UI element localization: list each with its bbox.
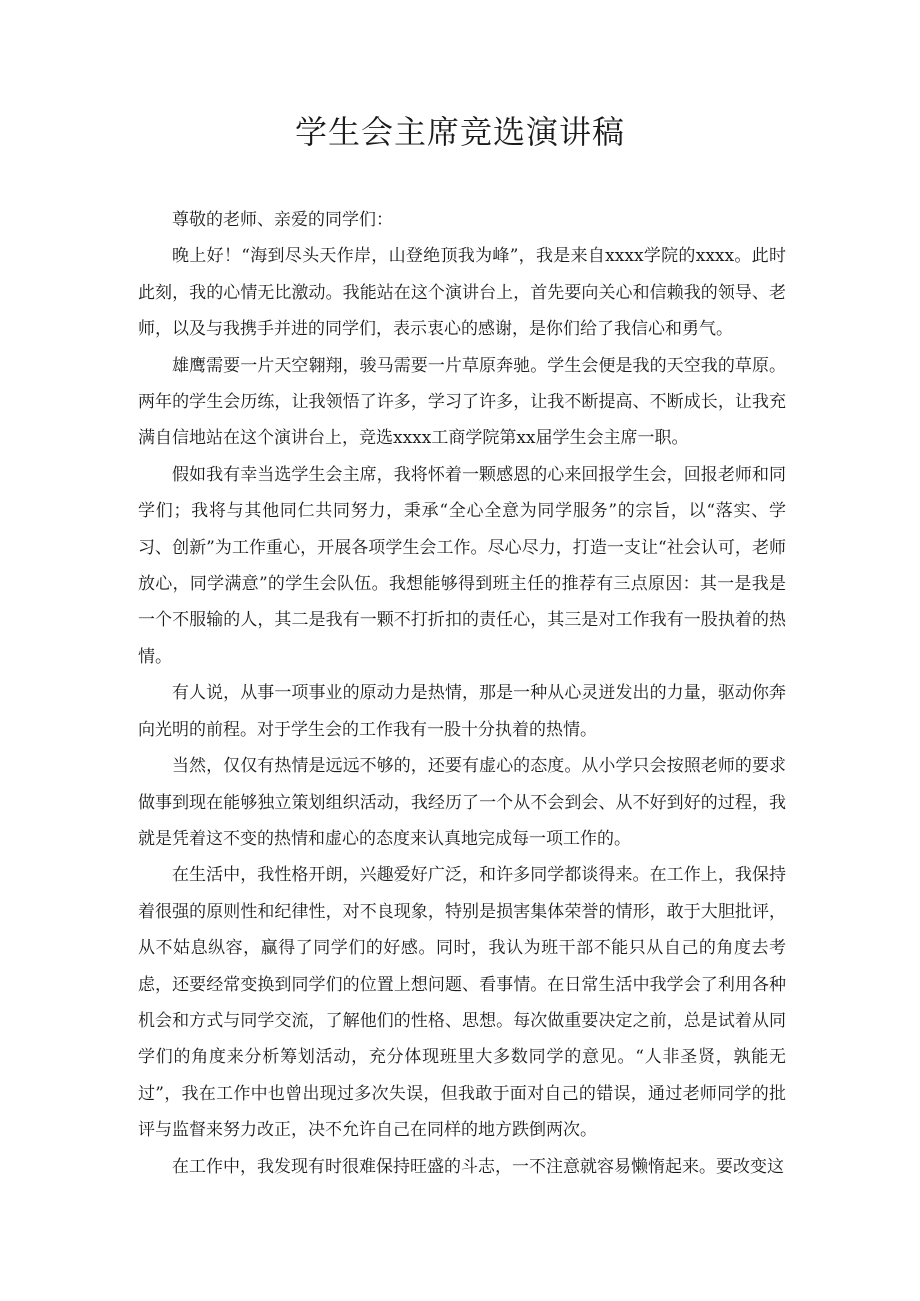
body-paragraph: 有人说，从事一项事业的原动力是热情，那是一种从心灵迸发出的力量，驱动你奔向光明的前程。对于学生会的工作我有一股十分执着的热情。 — [138, 683, 786, 740]
document-title: 学生会主席竞选演讲稿 — [294, 113, 625, 151]
body-paragraph: 假如我有幸当选学生会主席，我将怀着一颗感恩的心来回报学生会，回报老师和同学们；我将与其他同仁共同努力，秉承“全心全意为同学服务”的宗旨，以“落实、学习、创新”为工作重心，开展各项学生会工作。尽心尽力，打造一支让“社会认可，老师放心，同学满意”的学生会队伍。我想能够得到班主任的推荐有三点原因：其一是我是一个不服输的人，其二是我有一颗不打折扣的责任心，其三是对工作我有一股执着的热情。 — [138, 464, 786, 667]
document-body — [138, 202, 786, 1185]
body-paragraph: 当然，仅仅有热情是远远不够的，还要有虚心的态度。从小学只会按照老师的要求做事到现在能够独立策划组织活动，我经历了一个从不会到会、从不好到好的过程，我就是凭着这不变的热情和虚心的态度来认真地完成每一项工作的。 — [138, 756, 786, 849]
body-paragraph: 在生活中，我性格开朗，兴趣爱好广泛，和许多同学都谈得来。在工作上，我保持着很强的原则性和纪律性，对不良现象，特别是损害集体荣誉的情形，敢于大胆批评，从不姑息纵容，赢得了同学们的好感。同时，我认为班干部不能只从自己的角度去考虑，还要经常变换到同学们的位置上想问题、看事情。在日常生活中我学会了利用各种机会和方式与同学交流，了解他们的性格、思想。每次做重要决定之前，总是试着从同学们的角度来分析筹划活动，充分体现班里大多数同学的意见。“人非圣贤，孰能无过”，我在工作中也曾出现过多次失误，但我敢于面对自己的错误，通过老师同学的批评与监督来努力改正，决不允许自己在同样的地方跌倒两次。 — [138, 865, 786, 1141]
salutation-paragraph: 尊敬的老师、亲爱的同学们： — [172, 210, 393, 230]
body-paragraph: 在工作中，我发现有时很难保持旺盛的斗志，一不注意就容易懒惰起来。要改变这 — [172, 1156, 784, 1177]
body-paragraph: 雄鹰需要一片天空翱翔，骏马需要一片草原奔驰。学生会便是我的天空我的草原。两年的学生会历练，让我领悟了许多，学习了许多，让我不断提高、不断成长，让我充满自信地站在这个演讲台上，竞选xxxx工商学院第xx届学生会主席一职。 — [138, 355, 786, 449]
body-paragraph: 晚上好！“海到尽头天作岸，山登绝顶我为峰”，我是来自xxxx学院的xxxx。此时此刻，我的心情无比激动。我能站在这个演讲台上，首先要向关心和信赖我的领导、老师，以及与我携手并进的同学们，表示衷心的感谢，是你们给了我信心和勇气。 — [138, 246, 786, 340]
